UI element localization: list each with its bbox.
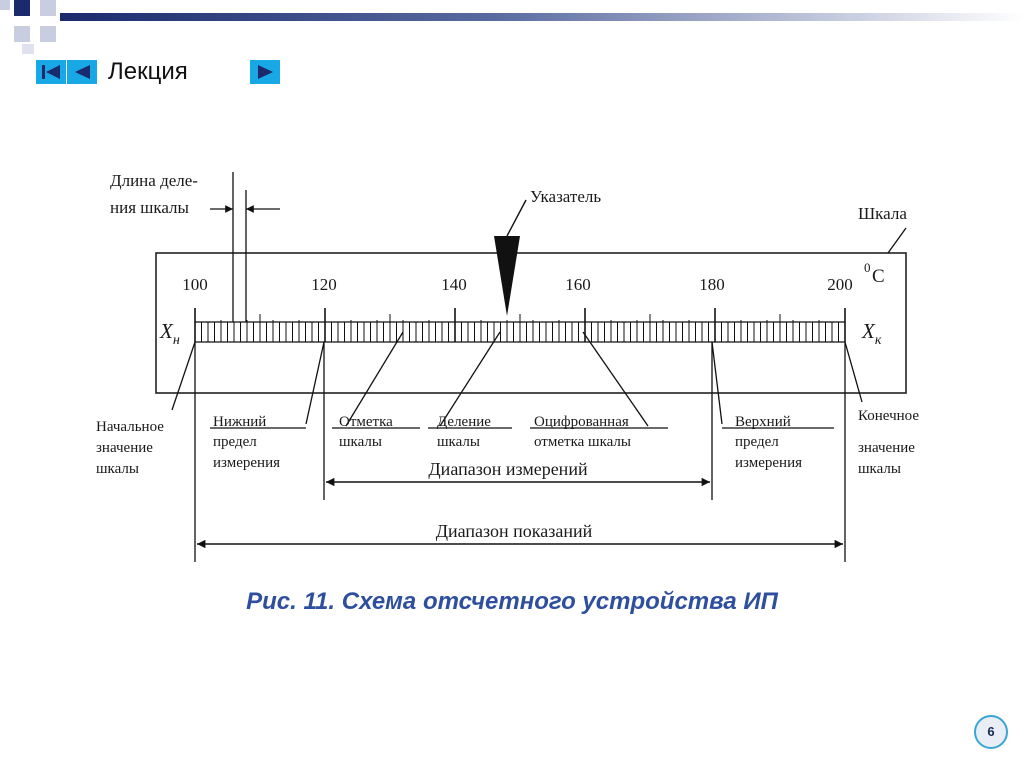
indication-range-label: Диапазон показаний [435, 521, 593, 541]
start-value-label-2: значение [96, 440, 153, 456]
digitized-mark-label-2: отметка шкалы [534, 434, 631, 450]
division-length-label-1: Длина деле- [110, 171, 198, 190]
figure-caption: Рис. 11. Схема отсчетного устройства ИП [246, 588, 778, 615]
scale-value-200: 200 [827, 275, 853, 294]
scale-strip [195, 308, 845, 342]
scale-label: Шкала [858, 204, 907, 223]
scale-value-160: 160 [565, 275, 591, 294]
division-length-label-2: ния шкалы [110, 198, 189, 217]
x-end-label: $X_к$ [862, 319, 882, 348]
division-label-2: шкалы [437, 434, 480, 450]
scale-value-180: 180 [699, 275, 725, 294]
scale-value-100: 100 [182, 275, 208, 294]
mark-label-1: Отметка [339, 414, 393, 430]
page-number: 6 [974, 715, 1008, 749]
division-label-1: Деление [437, 414, 491, 430]
lower-limit-label-1: Нижний [213, 414, 267, 430]
unit-superscript: 0 [864, 260, 871, 275]
upper-limit-label-2: предел [735, 434, 779, 450]
end-value-label-1: Конечное [858, 408, 919, 424]
start-value-label-1: Начальное [96, 419, 164, 435]
pointer-arrow [494, 236, 520, 316]
mark-label-2: шкалы [339, 434, 382, 450]
pointer-label: Указатель [530, 187, 602, 206]
scale-value-120: 120 [311, 275, 337, 294]
slide-title: Лекция [108, 58, 188, 85]
scale-value-140: 140 [441, 275, 467, 294]
lower-limit-label-2: предел [213, 434, 257, 450]
start-value-label-3: шкалы [96, 461, 139, 477]
unit-label: C [872, 266, 885, 287]
upper-limit-label-3: измерения [735, 455, 803, 471]
digitized-mark-label-1: Оцифрованная [534, 414, 629, 430]
lower-limit-label-3: измерения [213, 455, 281, 471]
x-start-label: $X_н$ [160, 319, 180, 348]
measurement-range-label: Диапазон измерений [428, 459, 588, 479]
upper-limit-label-1: Верхний [735, 414, 791, 430]
end-value-label-3: шкалы [858, 461, 901, 477]
end-value-label-2: значение [858, 440, 915, 456]
